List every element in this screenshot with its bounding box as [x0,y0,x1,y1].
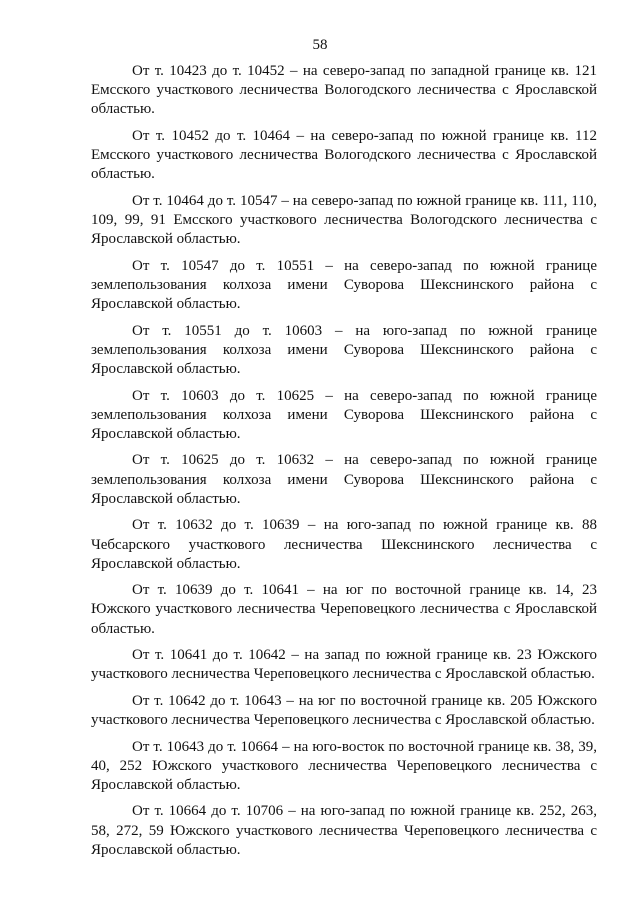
boundary-paragraph: От т. 10642 до т. 10643 – на юг по восточной границе кв. 205 Южского участкового лесничества Череповецкого лесничества с Ярославской областью. [91,692,597,729]
boundary-paragraph: От т. 10551 до т. 10603 – на юго-запад по южной границе землепользования колхоза имени Суворова Шекснинского района с Ярославской областью. [91,322,597,378]
page-number: 58 [312,37,328,53]
boundary-paragraph: От т. 10641 до т. 10642 – на запад по южной границе кв. 23 Южского участкового лесничества Череповецкого лесничества с Ярославской областью. [91,647,597,683]
boundary-paragraph: От т. 10632 до т. 10639 – на юго-запад по южной границе кв. 88 Чебсарского участкового лесничества Шекснинского лесничества с Ярославской областью. [91,517,597,572]
boundary-paragraph: От т. 10664 до т. 10706 – на юго-запад по южной границе кв. 252, 263, 58, 272, 59 Южского участкового лесничества Череповецкого лесничества с Ярославской областью. [91,803,597,858]
boundary-paragraph: От т. 10639 до т. 10641 – на юг по восточной границе кв. 14, 23 Южского участкового лесничества Череповецкого лесничества с Ярославской областью. [91,582,597,637]
document-body [91,62,597,867]
boundary-paragraph: От т. 10452 до т. 10464 – на северо-запад по южной границе кв. 112 Емсского участкового лесничества Вологодского лесничества с Ярославской областью. [91,127,597,183]
boundary-paragraph: От т. 10603 до т. 10625 – на северо-запад по южной границе землепользования колхоза имени Суворова Шекснинского района с Ярославской областью. [91,387,597,442]
boundary-paragraph: От т. 10547 до т. 10551 – на северо-запад по южной границе землепользования колхоза имени Суворова Шекснинского района с Ярославской областью. [91,257,597,313]
boundary-paragraph: От т. 10423 до т. 10452 – на северо-запад по западной границе кв. 121 Емсского участкового лесничества Вологодского лесничества с Ярославской областью. [91,63,597,118]
boundary-paragraph: От т. 10643 до т. 10664 – на юго-восток по восточной границе кв. 38, 39, 40, 252 Южского участкового лесничества Череповецкого лесничества с Ярославской областью. [91,738,597,793]
boundary-paragraph: От т. 10625 до т. 10632 – на северо-запад по южной границе землепользования колхоза имени Суворова Шекснинского района с Ярославской областью. [91,452,597,507]
boundary-paragraph: От т. 10464 до т. 10547 – на северо-запад по южной границе кв. 111, 110, 109, 99, 91 Емсского участкового лесничества Вологодского лесничества с Ярославской областью. [91,192,597,248]
